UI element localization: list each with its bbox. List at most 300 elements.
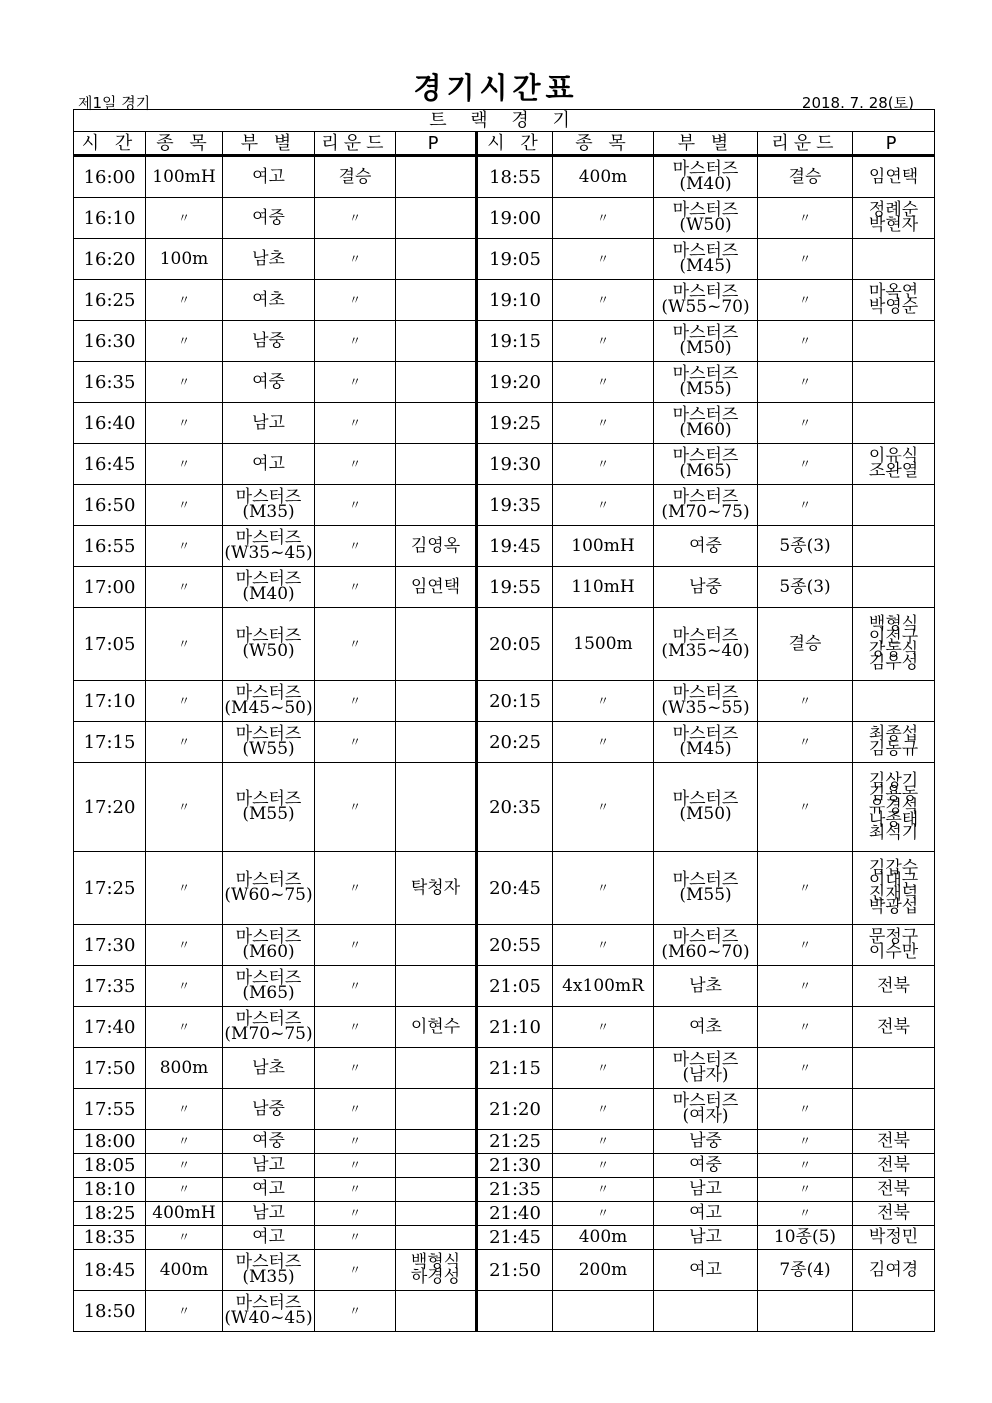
time-cell: 17:40 [74,1007,146,1048]
event-cell: 〃 [553,722,654,763]
table-row [74,1226,935,1250]
time-cell: 19:05 [477,239,553,280]
table-row [74,198,935,239]
round-cell: 〃 [758,198,853,239]
table-row [74,280,935,321]
time-cell: 17:10 [74,681,146,722]
time-cell: 18:45 [74,1250,146,1291]
p-cell [396,321,477,362]
p-cell: 임연택 [396,567,477,608]
round-cell: 〃 [758,1007,853,1048]
event-cell: 〃 [146,321,223,362]
round-cell: 〃 [315,485,396,526]
p-cell: 박정민 [853,1226,935,1250]
division-cell: 마스터즈 (M45) [654,722,758,763]
round-cell: 〃 [315,280,396,321]
time-cell: 21:15 [477,1048,553,1089]
time-cell: 17:15 [74,722,146,763]
division-cell: 마스터즈 (M60) [654,403,758,444]
p-cell: 임연택 [853,156,935,198]
table-row [74,722,935,763]
p-cell [396,1226,477,1250]
table-row [74,1007,935,1048]
division-cell: 여고 [223,1226,315,1250]
division-cell: 마스터즈 (M55) [654,362,758,403]
event-cell: 400m [553,156,654,198]
table-row [74,321,935,362]
p-cell: 전북 [853,1202,935,1226]
p-cell [853,403,935,444]
time-cell: 21:10 [477,1007,553,1048]
header-division: 부 별 [654,132,758,156]
time-cell: 17:35 [74,966,146,1007]
round-cell: 〃 [758,763,853,852]
round-cell: 〃 [315,925,396,966]
p-cell: 백형식 이전구 강동식 김우성 [853,608,935,681]
round-cell: 〃 [758,1089,853,1130]
table-row [74,1048,935,1089]
division-cell: 남초 [223,1048,315,1089]
time-cell: 17:00 [74,567,146,608]
time-cell: 21:20 [477,1089,553,1130]
table-row [74,1202,935,1226]
event-cell: 〃 [553,403,654,444]
division-cell: 마스터즈 (M35) [223,485,315,526]
division-cell: 여중 [654,526,758,567]
division-cell: 마스터즈 (M40) [223,567,315,608]
table-row [74,156,935,198]
table-row [74,485,935,526]
p-cell [396,198,477,239]
header-p: P [396,132,477,156]
event-cell: 〃 [553,362,654,403]
header-time: 시 간 [74,132,146,156]
p-cell [396,1089,477,1130]
round-cell: 〃 [315,1048,396,1089]
p-cell [396,681,477,722]
division-cell: 마스터즈 (M55) [654,852,758,925]
p-cell: 전북 [853,966,935,1007]
event-cell: 〃 [553,485,654,526]
table-row [74,1178,935,1202]
header-round: 리운드 [758,132,853,156]
p-cell: 전북 [853,1007,935,1048]
division-cell: 마스터즈 (W60~75) [223,852,315,925]
table-row [74,444,935,485]
event-cell: 〃 [553,1007,654,1048]
p-cell [396,1130,477,1154]
round-cell: 〃 [315,966,396,1007]
event-cell: 〃 [146,722,223,763]
round-cell: 〃 [315,1202,396,1226]
time-cell: 17:50 [74,1048,146,1089]
event-cell: 100mH [553,526,654,567]
event-cell: 〃 [146,852,223,925]
division-cell: 남고 [223,1154,315,1178]
round-cell: 〃 [315,763,396,852]
header-division: 부 별 [223,132,315,156]
table-row [74,608,935,681]
division-cell: 마스터즈 (M45~50) [223,681,315,722]
p-cell: 전북 [853,1130,935,1154]
p-cell: 탁청자 [396,852,477,925]
round-cell: 〃 [315,722,396,763]
time-cell: 17:30 [74,925,146,966]
event-cell: 〃 [146,1291,223,1332]
p-cell: 김갑수 이대근 진재덕 박광섭 [853,852,935,925]
time-cell: 18:50 [74,1291,146,1332]
time-cell: 20:35 [477,763,553,852]
event-cell: 〃 [553,1178,654,1202]
event-cell: 800m [146,1048,223,1089]
time-cell: 16:50 [74,485,146,526]
round-cell: 〃 [758,1048,853,1089]
table-row [74,925,935,966]
division-cell: 남초 [223,239,315,280]
division-cell: 여고 [223,444,315,485]
p-cell: 문정구 이수만 [853,925,935,966]
time-cell: 20:25 [477,722,553,763]
division-cell: 마스터즈 (M65) [654,444,758,485]
event-cell: 400m [146,1250,223,1291]
event-cell: 〃 [146,1089,223,1130]
time-cell: 19:15 [477,321,553,362]
time-cell: 16:45 [74,444,146,485]
event-cell: 〃 [553,681,654,722]
time-cell: 19:45 [477,526,553,567]
header-time: 시 간 [477,132,553,156]
time-cell: 19:55 [477,567,553,608]
time-cell: 18:00 [74,1130,146,1154]
division-cell: 여중 [223,198,315,239]
event-cell: 〃 [146,925,223,966]
time-cell: 19:00 [477,198,553,239]
time-cell: 21:50 [477,1250,553,1291]
event-cell: 1500m [553,608,654,681]
round-cell: 〃 [315,567,396,608]
event-cell: 400m [553,1226,654,1250]
division-cell: 여초 [223,280,315,321]
p-cell: 정례순 박현자 [853,198,935,239]
event-cell: 〃 [553,321,654,362]
p-cell [396,1048,477,1089]
table-row [74,1130,935,1154]
time-cell: 21:25 [477,1130,553,1154]
header-event: 종 목 [146,132,223,156]
time-cell: 17:05 [74,608,146,681]
event-cell: 〃 [553,444,654,485]
time-cell: 16:20 [74,239,146,280]
event-cell: 100mH [146,156,223,198]
round-cell: 〃 [315,362,396,403]
time-cell: 17:55 [74,1089,146,1130]
p-cell [853,239,935,280]
time-cell: 20:15 [477,681,553,722]
division-cell: 남고 [223,1202,315,1226]
table-row [74,403,935,444]
event-cell: 〃 [146,763,223,852]
time-cell: 19:25 [477,403,553,444]
header-p: P [853,132,935,156]
time-cell: 18:05 [74,1154,146,1178]
event-cell: 〃 [553,1202,654,1226]
event-cell: 〃 [146,362,223,403]
division-cell: 여중 [223,362,315,403]
time-cell: 17:20 [74,763,146,852]
table-row [74,362,935,403]
time-cell: 16:35 [74,362,146,403]
round-cell: 〃 [758,444,853,485]
round-cell: 〃 [315,1007,396,1048]
event-cell: 4x100mR [553,966,654,1007]
division-cell: 마스터즈 (W35~45) [223,526,315,567]
round-cell: 〃 [758,239,853,280]
event-cell: 〃 [553,239,654,280]
round-cell: 〃 [315,1250,396,1291]
p-cell [853,321,935,362]
p-cell [396,966,477,1007]
p-cell [396,608,477,681]
table-row [74,763,935,852]
round-cell: 10종(5) [758,1226,853,1250]
table-row [74,1089,935,1130]
p-cell [853,567,935,608]
round-cell: 〃 [315,321,396,362]
round-cell: 〃 [315,1089,396,1130]
table-row [74,966,935,1007]
table-row [74,526,935,567]
p-cell [853,485,935,526]
time-cell: 16:25 [74,280,146,321]
p-cell: 마옥연 박영순 [853,280,935,321]
event-cell: 〃 [146,526,223,567]
round-cell: 〃 [315,1154,396,1178]
round-cell: 〃 [758,925,853,966]
p-cell [396,156,477,198]
event-cell: 100m [146,239,223,280]
time-cell: 16:10 [74,198,146,239]
division-cell: 남고 [654,1226,758,1250]
division-cell: 여중 [654,1154,758,1178]
round-cell: 〃 [315,526,396,567]
event-cell: 110mH [553,567,654,608]
round-cell: 〃 [758,681,853,722]
event-cell: 〃 [146,1130,223,1154]
round-cell: 〃 [758,362,853,403]
division-cell: 마스터즈 (M55) [223,763,315,852]
round-cell: 〃 [315,1130,396,1154]
round-cell: 5종(3) [758,526,853,567]
division-cell [654,1291,758,1332]
p-cell: 김상기 김용동 유경석 나종태 최석기 [853,763,935,852]
round-cell: 〃 [315,198,396,239]
time-cell: 21:35 [477,1178,553,1202]
round-cell [758,1291,853,1332]
page-title: 경기시간표 [413,71,579,105]
division-cell: 여초 [654,1007,758,1048]
event-cell: 〃 [146,567,223,608]
event-cell: 〃 [146,966,223,1007]
p-cell: 전북 [853,1154,935,1178]
header-event: 종 목 [553,132,654,156]
event-cell: 〃 [553,852,654,925]
round-cell: 〃 [758,1178,853,1202]
p-cell [396,1154,477,1178]
event-cell: 200m [553,1250,654,1291]
division-cell: 남고 [223,403,315,444]
event-cell: 〃 [553,1089,654,1130]
event-cell: 〃 [553,1130,654,1154]
p-cell [396,485,477,526]
round-cell: 〃 [758,485,853,526]
time-cell: 16:55 [74,526,146,567]
p-cell [396,722,477,763]
table-row [74,681,935,722]
day-label: 제1일 경기 [78,94,151,112]
division-cell: 남초 [654,966,758,1007]
p-cell [853,1089,935,1130]
p-cell [396,403,477,444]
p-cell: 이현수 [396,1007,477,1048]
event-cell: 〃 [146,1226,223,1250]
event-cell: 〃 [553,925,654,966]
date-label: 2018. 7. 28(토) [801,94,914,112]
p-cell: 백형식 하경성 [396,1250,477,1291]
table-row [74,239,935,280]
division-cell: 마스터즈 (W50) [223,608,315,681]
header-row [74,132,935,156]
time-cell: 18:35 [74,1226,146,1250]
p-cell [396,1291,477,1332]
round-cell: 〃 [315,681,396,722]
time-cell: 16:00 [74,156,146,198]
division-cell: 마스터즈 (W50) [654,198,758,239]
round-cell: 〃 [758,1130,853,1154]
p-cell [396,1178,477,1202]
time-cell: 19:20 [477,362,553,403]
time-cell: 18:25 [74,1202,146,1226]
round-cell: 〃 [315,239,396,280]
division-cell: 마스터즈 (M35~40) [654,608,758,681]
event-cell: 〃 [146,681,223,722]
event-cell: 〃 [146,280,223,321]
round-cell: 결승 [758,608,853,681]
event-cell: 〃 [146,1178,223,1202]
round-cell: 〃 [315,403,396,444]
time-cell: 20:45 [477,852,553,925]
p-cell [853,526,935,567]
division-cell: 여고 [223,156,315,198]
p-cell: 최종섭 김동규 [853,722,935,763]
p-cell [853,1048,935,1089]
event-cell: 〃 [553,1154,654,1178]
time-cell: 20:05 [477,608,553,681]
division-cell: 마스터즈 (M65) [223,966,315,1007]
division-cell: 남중 [223,321,315,362]
round-cell: 〃 [758,722,853,763]
round-cell: 결승 [315,156,396,198]
round-cell: 〃 [758,280,853,321]
round-cell: 〃 [315,1291,396,1332]
table-row [74,567,935,608]
division-cell: 여고 [654,1202,758,1226]
round-cell: 〃 [315,852,396,925]
division-cell: 여고 [223,1178,315,1202]
round-cell: 〃 [758,852,853,925]
division-cell: 남중 [654,567,758,608]
division-cell: 마스터즈 (M50) [654,321,758,362]
division-cell: 마스터즈 (M40) [654,156,758,198]
division-cell: 마스터즈 (W55~70) [654,280,758,321]
table-row [74,1154,935,1178]
event-cell: 〃 [553,198,654,239]
p-cell [396,239,477,280]
header-round: 리운드 [315,132,396,156]
table-row [74,1250,935,1291]
p-cell [396,763,477,852]
round-cell: 7종(4) [758,1250,853,1291]
round-cell: 〃 [315,608,396,681]
division-cell: 마스터즈 (M35) [223,1250,315,1291]
p-cell [396,362,477,403]
p-cell [853,362,935,403]
p-cell [396,925,477,966]
round-cell: 〃 [758,966,853,1007]
time-cell [477,1291,553,1332]
p-cell [396,280,477,321]
time-cell: 19:10 [477,280,553,321]
p-cell: 전북 [853,1178,935,1202]
event-cell: 〃 [553,280,654,321]
round-cell: 〃 [758,1154,853,1178]
time-cell: 18:55 [477,156,553,198]
division-cell: 여중 [223,1130,315,1154]
p-cell [396,444,477,485]
time-cell: 16:30 [74,321,146,362]
p-cell: 김여경 [853,1250,935,1291]
event-cell: 〃 [146,1007,223,1048]
time-cell: 18:10 [74,1178,146,1202]
event-cell: 〃 [146,485,223,526]
event-cell: 〃 [146,444,223,485]
event-cell: 〃 [146,1154,223,1178]
time-cell: 21:45 [477,1226,553,1250]
division-cell: 남고 [654,1178,758,1202]
time-cell: 21:30 [477,1154,553,1178]
time-cell: 16:40 [74,403,146,444]
event-cell: 〃 [146,198,223,239]
round-cell: 〃 [758,1202,853,1226]
p-cell: 이유식 조완열 [853,444,935,485]
division-cell: 마스터즈 (M60~70) [654,925,758,966]
event-cell: 〃 [146,608,223,681]
division-cell: 마스터즈 (W55) [223,722,315,763]
division-cell: 남중 [223,1089,315,1130]
p-cell: 김영옥 [396,526,477,567]
event-cell [553,1291,654,1332]
time-cell: 20:55 [477,925,553,966]
time-cell: 19:35 [477,485,553,526]
division-cell: 마스터즈 (M60) [223,925,315,966]
time-cell: 21:40 [477,1202,553,1226]
division-cell: 마스터즈 (M45) [654,239,758,280]
division-cell: 여고 [654,1250,758,1291]
event-cell: 〃 [146,403,223,444]
time-cell: 17:25 [74,852,146,925]
p-cell [853,681,935,722]
division-cell: 마스터즈 (M50) [654,763,758,852]
p-cell [396,1202,477,1226]
